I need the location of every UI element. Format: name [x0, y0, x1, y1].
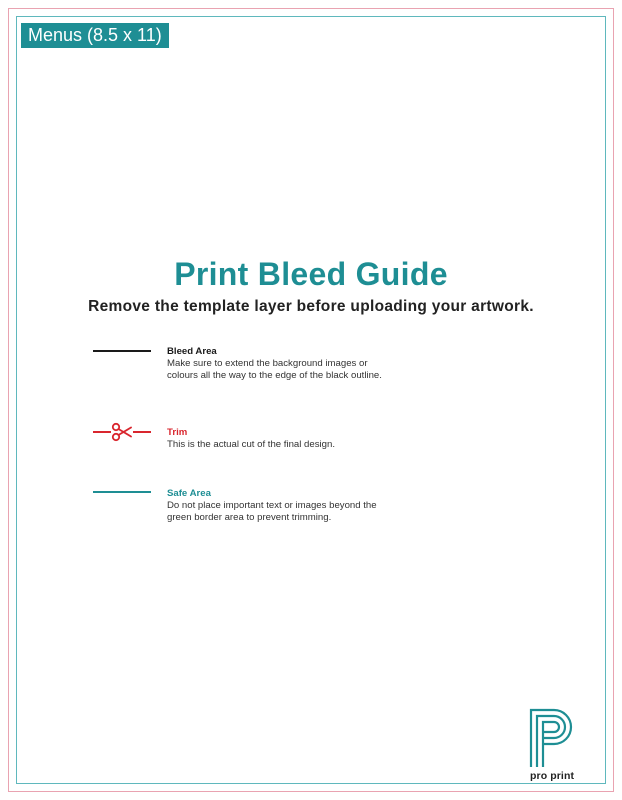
- scissors-icon: [111, 422, 133, 442]
- trim-description: This is the actual cut of the final design.: [167, 439, 335, 450]
- safe-area-outline: [16, 16, 606, 784]
- trim-legend: [167, 427, 387, 451]
- brand-name: pro print: [530, 770, 575, 782]
- brand-logo: [526, 705, 580, 785]
- pro-print-logo-icon: [526, 705, 580, 769]
- page-subtitle: Remove the template layer before uploading your artwork.: [88, 298, 534, 315]
- trim-heading: Trim: [167, 427, 188, 438]
- bleed-heading: Bleed Area: [167, 346, 217, 357]
- template-size-label: Menus (8.5 x 11): [21, 23, 169, 48]
- safe-heading: Safe Area: [167, 488, 211, 499]
- safe-description: Do not place important text or images beyond the green border area to prevent trimming.: [167, 500, 377, 523]
- bleed-line-sample: [93, 350, 151, 352]
- safe-legend: [167, 488, 387, 524]
- bleed-description: Make sure to extend the background images or colours all the way to the edge of the black outline.: [167, 358, 382, 381]
- safe-line-sample: [93, 491, 151, 493]
- bleed-legend: [167, 346, 387, 382]
- page-title: Print Bleed Guide: [174, 256, 448, 292]
